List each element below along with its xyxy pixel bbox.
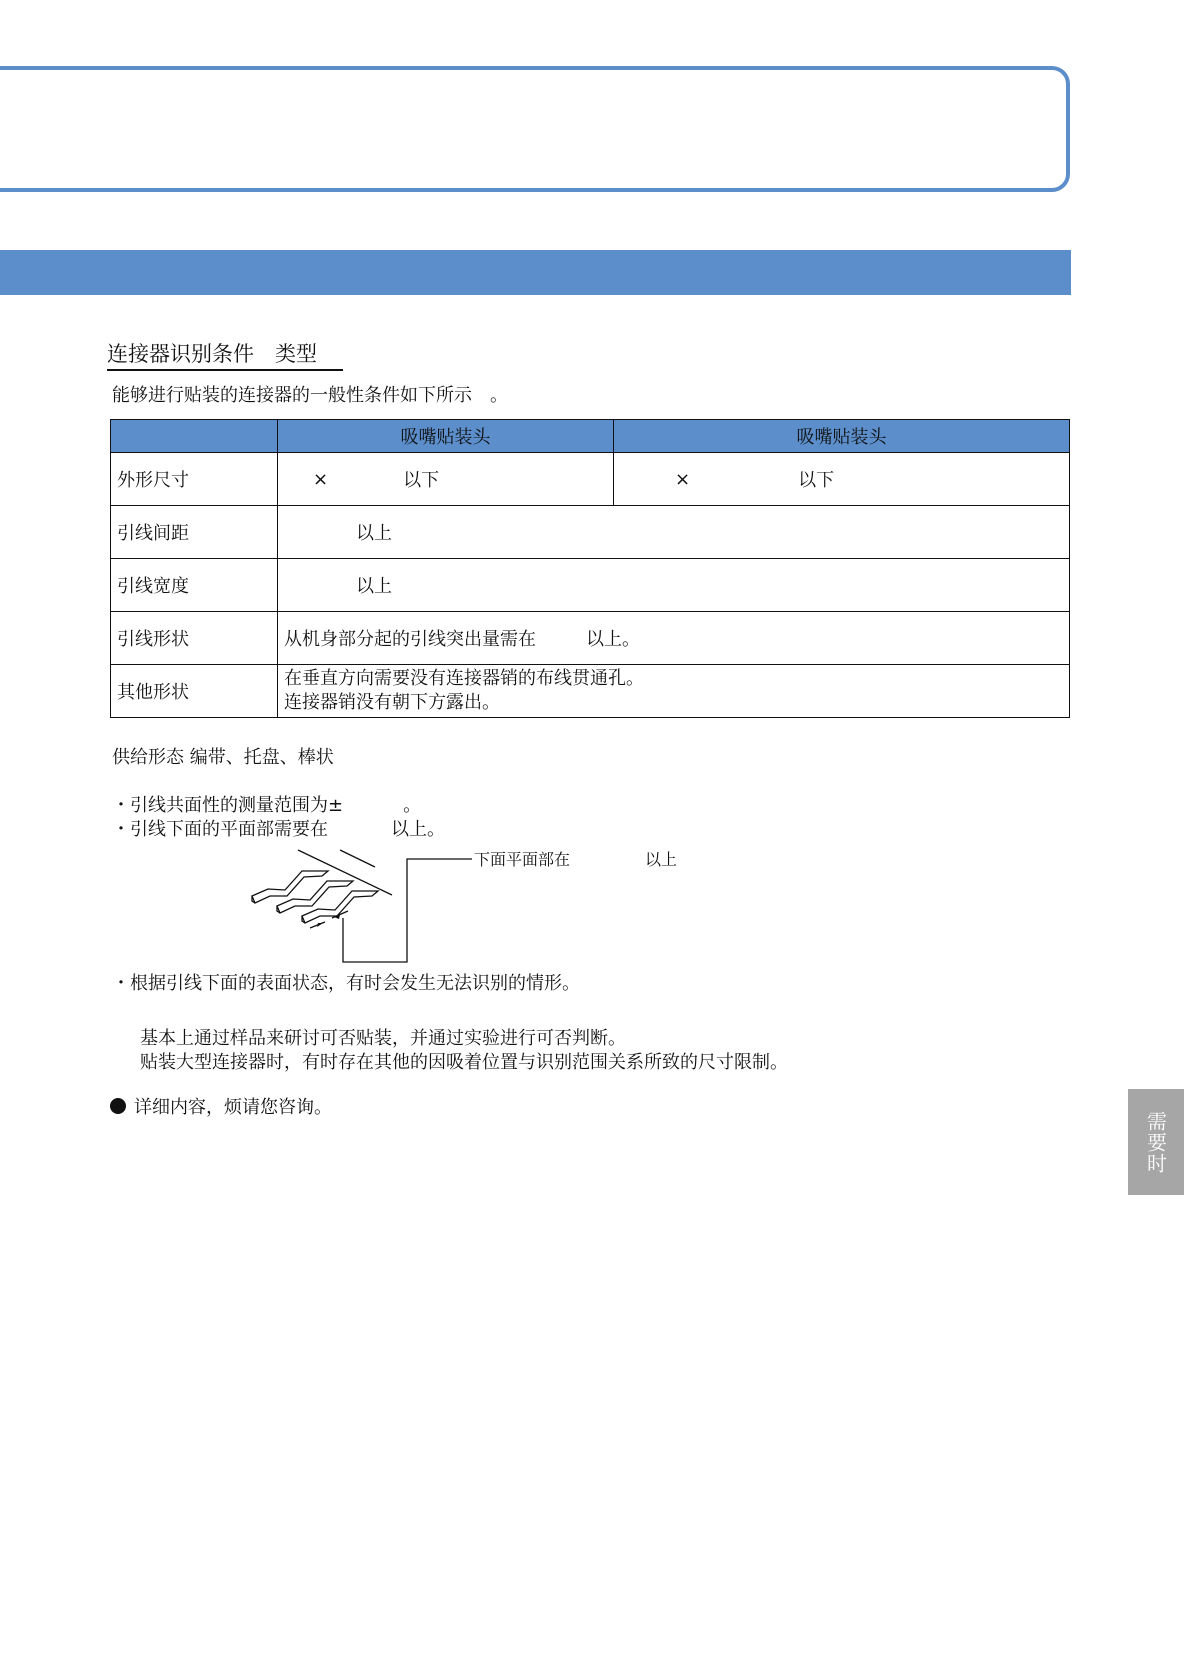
basic-note-line-2: 贴装大型连接器时，有时存在其他的因吸着位置与识别范围关系所致的尺寸限制。 [140,1052,788,1073]
table-header-empty [111,420,278,453]
shape-value-text: 从机身部分起的引线突出量需在 [284,629,536,650]
basic-note-line-1: 基本上通过样品来研讨可否贴装，并通过实验进行可否判断。 [140,1028,626,1049]
other-line-2: 连接器销没有朝下方露出。 [284,692,500,713]
outline-times-1: × [313,468,329,490]
intro-text: 能够进行贴装的连接器的一般性条件如下所示 。 [112,385,508,406]
section-header-bar [0,250,1071,295]
row-label-outline: 外形尺寸 [111,453,278,506]
table-header-nozzle-1: 吸嘴贴装头 [278,420,614,453]
row-label-pitch: 引线间距 [111,506,278,559]
pitch-value: 以上 [356,523,392,544]
side-tab-label: 需要时 [1143,1110,1168,1174]
lead-1 [252,871,328,903]
row-label-width: 引线宽度 [111,559,278,612]
table-header-nozzle-2: 吸嘴贴装头 [614,420,1070,453]
leader-line [343,859,472,962]
bullet-recognition: ・根据引线下面的表面状态，有时会发生无法识别的情形。 [112,973,580,994]
other-line-1: 在垂直方向需要没有连接器销的布线贯通孔。 [284,668,644,689]
width-value: 以上 [356,576,392,597]
bullet-dot-icon [110,1098,126,1114]
lead-diagram [240,845,710,965]
table-row [111,612,1070,665]
row-label-other: 其他形状 [111,665,278,718]
table-row [111,665,1070,718]
table-header-row [111,420,1070,453]
table-row [111,559,1070,612]
row-label-shape: 引线形状 [111,612,278,665]
shape-value-suffix: 以上。 [586,629,640,650]
outline-below-2: 以下 [798,470,835,491]
table-row [111,453,1070,506]
diagram-label-flat: 下面平面部在 [474,850,571,869]
bullet-flat-portion: ・引线下面的平面部需要在 以上。 [112,819,445,840]
section-heading: 连接器识别条件 类型 [107,338,343,371]
detail-text: 详细内容，烦请您咨询。 [134,1097,332,1118]
supply-form: 供给形态 编带、托盘、棒状 [112,747,334,768]
diagram-label-above: 以上 [645,850,678,869]
title-frame [0,66,1070,192]
table-row [111,506,1070,559]
body-edge-line [298,850,392,895]
outline-times-2: × [675,468,691,490]
connector-spec-table [110,419,1070,718]
outline-below-1: 以下 [403,470,440,491]
side-tab-when-needed[interactable] [1128,1089,1184,1195]
bullet-coplanarity: ・引线共面性的测量范围为± 。 [112,795,422,816]
detail-note [110,1093,332,1119]
